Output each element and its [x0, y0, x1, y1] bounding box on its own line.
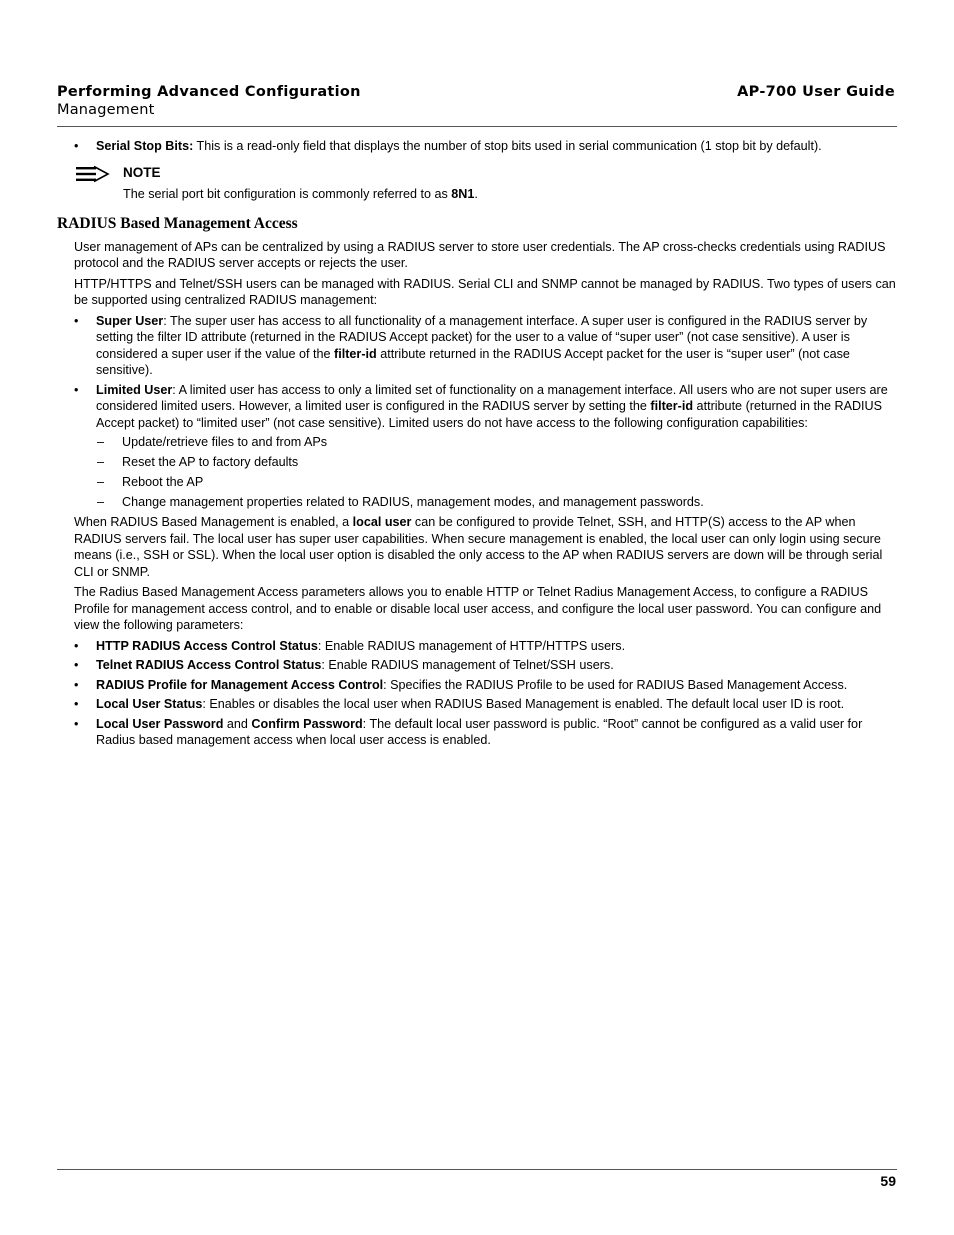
paragraph: User management of APs can be centralized by using a RADIUS server to store user credentials. The AP cross-checks credentials using RADIUS protocol and the RADIUS server accepts or rejects the user. [74, 239, 886, 270]
list-item: • Local User Status: Enables or disables the local user when RADIUS Based Management is enabled. The default local user ID is root. [74, 697, 845, 711]
page-number: 59 [880, 1173, 896, 1189]
footer-divider [57, 1169, 897, 1170]
section-subtitle: Management [57, 102, 155, 118]
sub-list-item: – Update/retrieve files to and from APs [97, 435, 328, 449]
paragraph: When RADIUS Based Management is enabled, a local user can be configured to provide Telnet, SSH, and HTTP(S) access to the AP when RADIUS servers fail. The local user has super user capabilities. When secure management is enabled, the local user can only login using secure means (i.e., SSH or SSL). When the local user option is disabled the only access to the AP when RADIUS servers are down will be through serial CLI or SNMP. [74, 515, 883, 579]
header-divider [57, 126, 897, 127]
list-item-limited-user: • Limited User: A limited user has access to only a limited set of functionality on a management interface. All users who are not super users are considered limited users. However, a limited user is configured in the RADIUS server by setting the filter-id attribute (returned in the RADIUS Accept packet) to “limited user” (not case sensitive). Limited users do not have access to the following configuration capabilities: [74, 382, 888, 430]
paragraph: HTTP/HTTPS and Telnet/SSH users can be managed with RADIUS. Serial CLI and SNMP cannot be managed by RADIUS. Two types of users can be supported using centralized RADIUS management: [74, 276, 896, 307]
bullet-mark: • [74, 382, 79, 397]
list-item: • RADIUS Profile for Management Access Control: Specifies the RADIUS Profile to be used for RADIUS Based Management Access. [74, 677, 848, 692]
list-item: • HTTP RADIUS Access Control Status: Enable RADIUS management of HTTP/HTTPS users. [74, 638, 626, 653]
list-item: • Serial Stop Bits: This is a read-only field that displays the number of stop bits used in serial communication (1 stop bit by default). [74, 139, 822, 153]
note-arrow-icon [76, 165, 110, 183]
note-box [74, 165, 897, 205]
list-item: • Local User Password and Confirm Password: The default local user password is public. “Root” cannot be configured as a valid user for Radius based management access when local user access is enabled. [74, 716, 863, 747]
sub-list-item: – Reset the AP to factory defaults [97, 455, 299, 469]
term: Serial Stop Bits: [96, 139, 194, 153]
note-title: NOTE [123, 164, 161, 180]
page-header [57, 84, 897, 118]
section-heading: RADIUS Based Management Access [57, 214, 298, 232]
list-item-super-user: • Super User: The super user has access to all functionality of a management interface. A super user is configured in the RADIUS server by setting the filter ID attribute (returned in the RADIUS Accept packet) for the user to a value of “super user” (not case sensitive). A user is considered a super user if the value of the filter-id attribute returned in the RADIUS Accept packet for the user is “super user” (not case sensitive). [74, 313, 868, 377]
note-text: The serial port bit configuration is commonly referred to as 8N1. [123, 186, 478, 201]
guide-title: AP-700 User Guide [737, 84, 895, 100]
list-item: • Telnet RADIUS Access Control Status: Enable RADIUS management of Telnet/SSH users. [74, 658, 614, 672]
sub-list-item: – Reboot the AP [97, 475, 204, 489]
paragraph: The Radius Based Management Access parameters allows you to enable HTTP or Telnet Radius Management Access, to configure a RADIUS Profile for management access control, and to enable or disable local user access, and configure the local user password. You can configure and view the following parameters: [74, 585, 882, 632]
page-content [57, 138, 897, 752]
sub-list-item: – Change management properties related to RADIUS, management modes, and management passwords. [97, 495, 704, 509]
bullet-mark: • [74, 139, 79, 153]
chapter-title: Performing Advanced Configuration [57, 84, 361, 100]
bullet-mark: • [74, 313, 79, 328]
